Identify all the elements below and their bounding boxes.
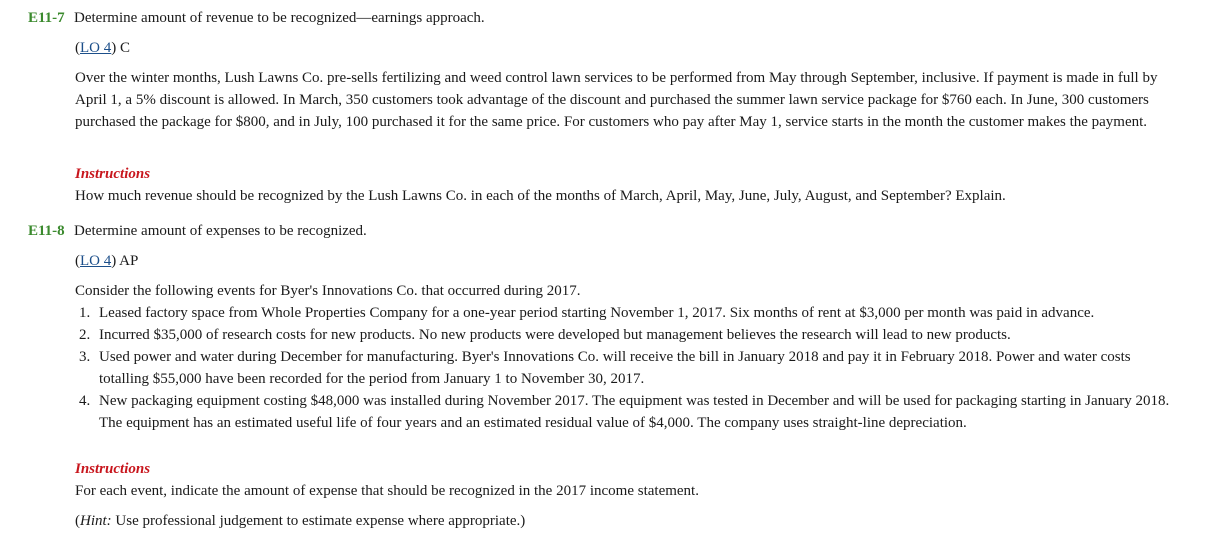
list-item-number: 3.	[79, 349, 91, 365]
list-item	[75, 324, 1179, 346]
learning-objective-link[interactable]: LO 4	[80, 253, 112, 269]
lo-open-paren: (	[75, 253, 80, 269]
list-item-text: Used power and water during December for manufacturing. Byer's Innovations Co. will receive the bill in January 2018 and pay it in February 2018. Power and water costs totalling $55,000 have been recorded for the period from January 1 to November 30, 2017.	[99, 349, 1131, 387]
list-item-text: Incurred $35,000 of research costs for new products. No new products were developed but management believes the research will lead to new products.	[99, 327, 1011, 343]
instructions-heading	[75, 163, 1179, 185]
list-item-number: 2.	[79, 327, 91, 343]
lo-level: ) AP	[111, 253, 139, 269]
instructions-label: Instructions	[75, 166, 151, 182]
list-item	[75, 346, 1179, 390]
exercise-heading-e11-7	[28, 7, 485, 29]
lo-open-paren: (	[75, 40, 80, 56]
exercise-code: E11-8	[28, 223, 65, 239]
learning-objective-link[interactable]: LO 4	[80, 40, 112, 56]
list-item-number: 4.	[79, 393, 91, 409]
events-list	[75, 302, 1179, 434]
learning-objective-line	[75, 250, 1179, 272]
instructions-text: For each event, indicate the amount of expense that should be recognized in the 2017 income statement.	[75, 483, 699, 499]
list-item-text: Leased factory space from Whole Properties Company for a one-year period starting November 1, 2017. Six months of rent at $3,000 per month was paid in advance.	[99, 305, 1095, 321]
hint-line	[75, 510, 1179, 532]
exercise-code: E11-7	[28, 10, 65, 26]
hint-text: Use professional judgement to estimate expense where appropriate.)	[111, 513, 526, 529]
events-list-container	[75, 302, 1179, 434]
instructions-heading	[75, 458, 1179, 480]
list-item-number: 1.	[79, 305, 91, 321]
hint-label: Hint:	[80, 513, 112, 529]
exercise-body: Over the winter months, Lush Lawns Co. pre-sells fertilizing and weed control lawn services to be performed from May through September, inclusive. If payment is made in full by April 1, a 5% discount is allowed. In March, 350 customers took advantage of the discount and purchased the summer lawn service package for $760 each. In June, 300 customers purchased the package for $800, and in July, 100 purchased it for the same price. For customers who pay after May 1, service starts in the month the customer makes the payment.	[75, 70, 1158, 130]
exercise-heading-e11-8	[28, 220, 367, 242]
learning-objective-line	[75, 37, 1179, 59]
hint-open-paren: (	[75, 513, 80, 529]
list-item	[75, 302, 1179, 324]
instructions-label: Instructions	[75, 461, 151, 477]
lo-level: ) C	[111, 40, 130, 56]
instructions-text: How much revenue should be recognized by the Lush Lawns Co. in each of the months of March, April, May, June, July, August, and September? Explain.	[75, 188, 1006, 204]
list-item-text: New packaging equipment costing $48,000 was installed during November 2017. The equipment was tested in December and will be used for packaging starting in January 2018. The equipment has an estimated useful life of four years and an estimated residual value of $4,000. The company uses straight-line depreciation.	[99, 393, 1170, 431]
exercise-intro: Consider the following events for Byer's Innovations Co. that occurred during 2017.	[75, 283, 581, 299]
exercise-title: Determine amount of revenue to be recognized—earnings approach.	[74, 10, 485, 26]
exercise-title: Determine amount of expenses to be recognized.	[74, 223, 367, 239]
list-item	[75, 390, 1179, 434]
